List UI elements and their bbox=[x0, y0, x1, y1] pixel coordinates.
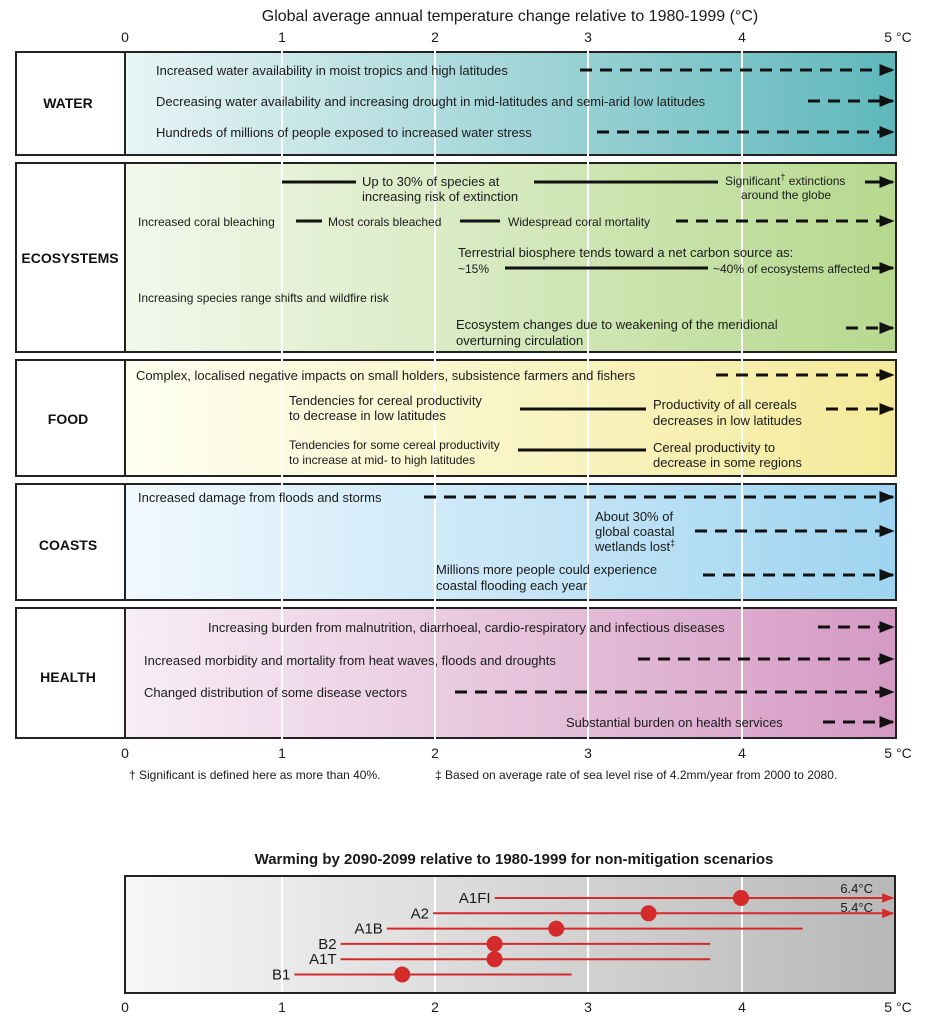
health-row-2: Increased morbidity and mortality from heat waves, floods and droughts bbox=[144, 653, 556, 668]
svg-text:wetlands lost‡ bbox=[594, 538, 675, 554]
top-tick-2: 2 bbox=[431, 29, 439, 45]
scenario-best-a2 bbox=[641, 905, 657, 921]
scen-tick-0: 0 bbox=[121, 999, 129, 1015]
eco-extinct-3: around the globe bbox=[741, 188, 832, 202]
food-all-2: decreases in low latitudes bbox=[653, 413, 802, 428]
sector-coasts-label: COASTS bbox=[38, 537, 98, 553]
eco-coral-1: Increased coral bleaching bbox=[138, 215, 275, 229]
svg-text:Significant† extinctions bbox=[725, 172, 845, 188]
a2-max-annotation: 5.4°C bbox=[840, 900, 873, 915]
scen-tick-2: 2 bbox=[431, 999, 439, 1015]
scenario-best-b1 bbox=[394, 967, 410, 983]
sector-food-label: FOOD bbox=[47, 411, 89, 427]
eco-moc-1: Ecosystem changes due to weakening of the meridional bbox=[456, 317, 778, 332]
scenario-label-b2: B2 bbox=[318, 935, 337, 953]
coast-wet-1: About 30% of bbox=[595, 509, 674, 524]
scenario-label-a1fi: A1FI bbox=[458, 890, 491, 907]
food-complex: Complex, localised negative impacts on small holders, subsistence farmers and fishers bbox=[136, 368, 636, 383]
eco-species-1: Up to 30% of species at bbox=[362, 174, 500, 189]
scen-tick-4: 4 bbox=[738, 999, 746, 1015]
health-row-4: Substantial burden on health services bbox=[566, 715, 783, 730]
bottom-tick-2: 2 bbox=[431, 745, 439, 761]
sector-health-label: HEALTH bbox=[40, 669, 96, 685]
scen-tick-1: 1 bbox=[278, 999, 286, 1015]
food-all-1: Productivity of all cereals bbox=[653, 397, 797, 412]
scenario-label-a1t: A1T bbox=[309, 951, 337, 969]
food-cereal-low-1: Tendencies for cereal productivity bbox=[289, 393, 482, 408]
bottom-tick-4: 4 bbox=[738, 745, 746, 761]
top-tick-1: 1 bbox=[278, 29, 286, 45]
eco-coral-3: Widespread coral mortality bbox=[508, 215, 651, 229]
bottom-tick-5: 5 °C bbox=[884, 745, 912, 761]
coast-mill-2: coastal flooding each year bbox=[436, 578, 588, 593]
water-row-2: Decreasing water availability and increasing drought in mid-latitudes and semi-arid low latitudes bbox=[156, 94, 706, 109]
eco-bio-2: ~15% bbox=[458, 262, 490, 276]
water-row-3: Hundreds of millions of people exposed to increased water stress bbox=[156, 125, 532, 140]
eco-extinct-dagger: † bbox=[780, 172, 786, 182]
a1fi-max-annotation: 6.4°C bbox=[840, 881, 873, 896]
top-tick-3: 3 bbox=[584, 29, 592, 45]
top-axis-ticks bbox=[121, 29, 912, 45]
bottom-tick-3: 3 bbox=[584, 745, 592, 761]
scenario-best-a1b bbox=[548, 921, 564, 937]
sector-water-label: WATER bbox=[43, 95, 93, 111]
food-regions-2: decrease in some regions bbox=[653, 455, 802, 470]
eco-extinct-1: Significant bbox=[725, 174, 781, 188]
eco-bio-1: Terrestrial biosphere tends toward a net carbon source as: bbox=[458, 245, 794, 260]
scenario-title: Warming by 2090-2099 relative to 1980-1999 for non-mitigation scenarios bbox=[254, 851, 774, 868]
food-regions-1: Cereal productivity to bbox=[653, 440, 776, 455]
scenario-best-b2 bbox=[487, 936, 503, 952]
scenario-label-b1: B1 bbox=[272, 966, 291, 984]
scenario-best-a1t bbox=[487, 951, 503, 967]
top-tick-4: 4 bbox=[738, 29, 746, 45]
eco-species-2: increasing risk of extinction bbox=[362, 189, 519, 204]
bottom-tick-1: 1 bbox=[278, 745, 286, 761]
coast-mill-1: Millions more people could experience bbox=[436, 562, 658, 577]
scen-tick-5: 5 °C bbox=[884, 999, 912, 1015]
bottom-tick-0: 0 bbox=[121, 745, 129, 761]
scenario-best-a1fi bbox=[733, 890, 749, 906]
eco-bio-3: ~40% of ecosystems affected bbox=[713, 262, 870, 276]
food-cereal-mid-1: Tendencies for some cereal productivity bbox=[289, 438, 500, 452]
coast-wet-3: wetlands lost bbox=[595, 539, 671, 554]
eco-extinct-2: extinctions bbox=[785, 174, 846, 188]
main-title: Global average annual temperature change relative to 1980-1999 (°C) bbox=[261, 8, 759, 25]
scenario-label-a2: A2 bbox=[410, 905, 429, 923]
top-tick-5: 5 °C bbox=[884, 29, 912, 45]
bottom-axis-ticks bbox=[121, 745, 912, 761]
sector-ecosystems-label: ECOSYSTEMS bbox=[21, 250, 119, 266]
eco-coral-2: Most corals bleached bbox=[328, 215, 442, 229]
eco-moc-2: overturning circulation bbox=[456, 333, 584, 348]
scenario-axis-ticks bbox=[121, 999, 912, 1015]
health-row-3: Changed distribution of some disease vectors bbox=[144, 685, 408, 700]
footnote-ddagger: ‡ Based on average rate of sea level rise of 4.2mm/year from 2000 to 2080. bbox=[435, 768, 838, 782]
food-cereal-mid-2: to increase at mid- to high latitudes bbox=[289, 453, 476, 467]
food-cereal-low-2: to decrease in low latitudes bbox=[289, 408, 446, 423]
top-tick-0: 0 bbox=[121, 29, 129, 45]
coast-wet-2: global coastal bbox=[595, 524, 675, 539]
coast-floods: Increased damage from floods and storms bbox=[138, 490, 382, 505]
coast-wet-ddagger: ‡ bbox=[670, 538, 676, 548]
eco-range: Increasing species range shifts and wildfire risk bbox=[138, 291, 389, 305]
water-row-1: Increased water availability in moist tropics and high latitudes bbox=[156, 63, 508, 78]
scenario-label-a1b: A1B bbox=[354, 920, 383, 938]
health-row-1: Increasing burden from malnutrition, diarrhoeal, cardio-respiratory and infectious diseases bbox=[208, 620, 725, 635]
scen-tick-3: 3 bbox=[584, 999, 592, 1015]
footnote-dagger: † Significant is defined here as more than 40%. bbox=[129, 768, 381, 782]
